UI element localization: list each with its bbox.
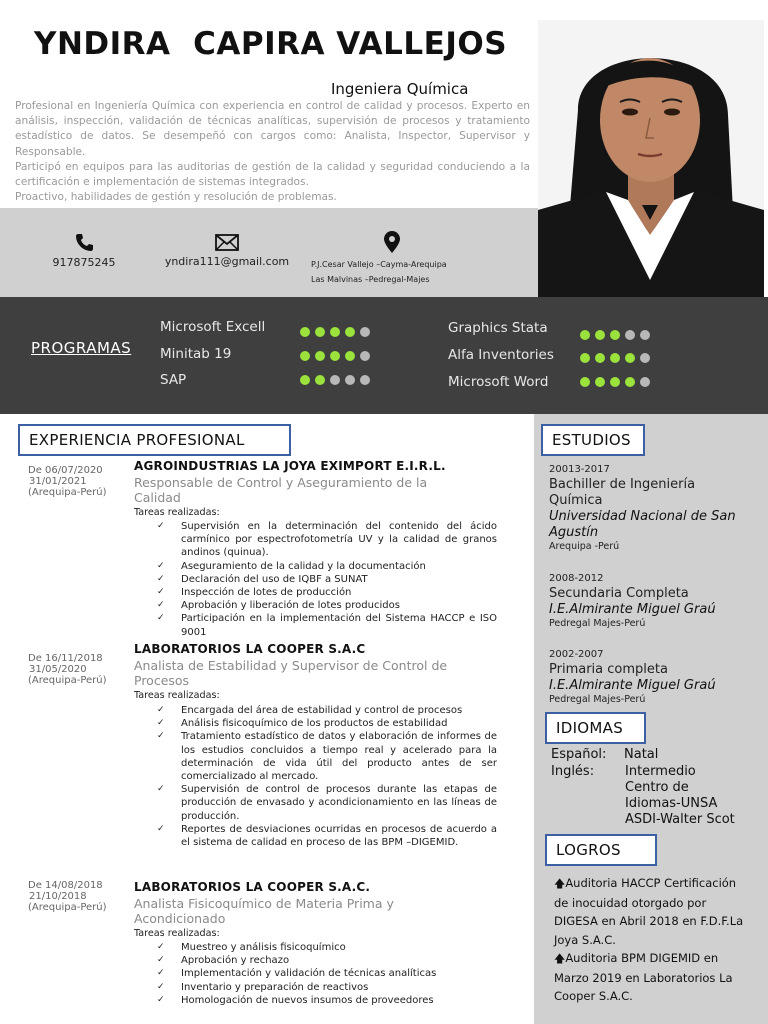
portrait-illustration xyxy=(538,20,764,303)
education-degree: Bachiller de Ingeniería Química xyxy=(549,477,696,508)
rating-dot-filled xyxy=(610,377,620,387)
achievement-item xyxy=(554,949,746,1006)
education-institution: I.E.Almirante Miguel Graú xyxy=(549,602,716,617)
rating-dot-empty xyxy=(360,375,370,385)
achievement-item xyxy=(554,874,746,949)
task-item: ✓ Aseguramiento de la calidad y la documentación xyxy=(157,560,497,573)
task-item: ✓ Aprobación y rechazo xyxy=(157,954,497,967)
rating-dot-filled xyxy=(345,327,355,337)
education-institution: I.E.Almirante Miguel Graú xyxy=(549,678,716,693)
rating-dot-filled xyxy=(580,353,590,363)
task-list xyxy=(157,520,497,639)
rating-dot-empty xyxy=(625,330,635,340)
task-item: ✓ Aprobación y liberación de lotes producidos xyxy=(157,599,497,612)
summary-paragraph: Profesional en Ingeniería Química con experiencia en control de calidad y procesos. Experto en análisis, inspección, validación de técnicas analíticas, supervisión de procesos y tratamiento estadístico de datos. Se desempeñó con cargos como: Analista, Inspector, Supervisor y Responsable. xyxy=(15,100,530,158)
program-name: Minitab 19 xyxy=(160,346,232,362)
job-company: LABORATORIOS LA COOPER S.A.C xyxy=(134,642,366,656)
rating-dot-filled xyxy=(610,353,620,363)
rating-dot-empty xyxy=(360,351,370,361)
contact-phone xyxy=(44,232,124,269)
rating-dot-filled xyxy=(610,330,620,340)
programas-title: PROGRAMAS xyxy=(31,339,132,357)
task-item: ✓ Homologación de nuevos insumos de proveedores xyxy=(157,994,497,1007)
contact-email xyxy=(152,234,302,268)
job-role: Analista de Estabilidad y Supervisor de Control de Procesos xyxy=(134,658,448,688)
rating-dot-filled xyxy=(580,377,590,387)
task-list xyxy=(157,704,497,849)
task-item: ✓ Inventario y preparación de reactivos xyxy=(157,981,497,994)
job-company: AGROINDUSTRIAS LA JOYA EXIMPORT E.I.R.L. xyxy=(134,459,446,473)
job-location: (Arequipa-Perú) xyxy=(28,675,107,686)
job-dates xyxy=(28,653,107,686)
education-entry xyxy=(549,462,749,553)
education-location: Pedregal Majes-Perú xyxy=(549,694,646,705)
job-date-to: 21/10/2018 xyxy=(29,891,87,902)
language-note: Idiomas-UNSA xyxy=(625,796,718,811)
task-item: ✓ Análisis fisicoquímico de los productos de estabilidad xyxy=(157,717,497,730)
tasks-label: Tareas realizadas: xyxy=(134,507,220,518)
skill-rating xyxy=(300,351,370,361)
profile-photo xyxy=(538,20,764,303)
task-item: ✓ Encargada del área de estabilidad y control de procesos xyxy=(157,704,497,717)
language-name: Español: xyxy=(551,747,607,762)
education-entry xyxy=(549,647,749,706)
rating-dot-empty xyxy=(640,330,650,340)
job-location: (Arequipa-Perú) xyxy=(28,487,107,498)
rating-dot-filled xyxy=(595,330,605,340)
task-item: ✓ Implementación y validación de técnicas analíticas xyxy=(157,967,497,980)
email-address[interactable]: yndira111@gmail.com xyxy=(164,255,290,268)
job-dates xyxy=(28,465,107,498)
task-item: ✓ Reportes de desviaciones ocurridas en procesos de acuerdo a el sistema de calidad en proceso de las BPM –DIGEMID. xyxy=(157,823,497,849)
skill-rating xyxy=(300,375,370,385)
job-role: Analista Fisicoquímico de Materia Prima y Acondicionado xyxy=(134,896,394,926)
mail-icon xyxy=(215,234,239,251)
job-date-to: 31/01/2021 xyxy=(29,476,87,487)
language-note: Centro de xyxy=(625,780,689,795)
achievements-list xyxy=(554,874,746,1006)
skill-rating xyxy=(580,377,650,387)
rating-dot-empty xyxy=(360,327,370,337)
education-years: 2008-2012 xyxy=(549,573,604,584)
task-list xyxy=(157,941,497,1007)
education-institution: Universidad Nacional de San Agustín xyxy=(549,509,736,540)
job-location: (Arequipa-Perú) xyxy=(28,902,107,913)
logros-heading: LOGROS xyxy=(545,834,657,866)
rating-dot-filled xyxy=(595,377,605,387)
task-item: ✓ Participación en la implementación del Sistema HACCP e ISO 9001 xyxy=(157,612,497,638)
education-location: Arequipa -Perú xyxy=(549,541,620,552)
tasks-label: Tareas realizadas: xyxy=(134,928,220,939)
rating-dot-filled xyxy=(315,351,325,361)
summary-paragraph: Proactivo, habilidades de gestión y resolución de problemas. xyxy=(15,191,337,204)
experiencia-heading: EXPERIENCIA PROFESIONAL xyxy=(18,424,291,456)
profession-title: Ingeniera Química xyxy=(331,80,469,98)
summary-paragraph: Participó en equipos para las auditorias de gestión de la calidad y seguridad conduciendo a la certificación e implementación de sistemas integrados. xyxy=(15,160,530,189)
program-name: SAP xyxy=(160,372,187,388)
rating-dot-filled xyxy=(315,375,325,385)
job-date-from: De 16/11/2018 xyxy=(28,653,103,664)
education-degree: Primaria completa xyxy=(549,662,668,677)
rating-dot-filled xyxy=(315,327,325,337)
language-level: Natal xyxy=(624,747,659,762)
education-degree: Secundaria Completa xyxy=(549,586,689,601)
rating-dot-empty xyxy=(330,375,340,385)
task-item: ✓ Supervisión de control de procesos durante las etapas de producción de envasado y acondicionamiento en las líneas de producción. xyxy=(157,783,497,823)
rating-dot-filled xyxy=(330,327,340,337)
location-pin-icon xyxy=(384,231,400,253)
achievement-text: Auditoria HACCP Certificación de inocuidad otorgado por DIGESA en Abril 2018 en F.D.F.La Joya S.A.C. xyxy=(554,876,744,947)
arrow-up-icon: 🡅 xyxy=(554,952,566,965)
job-date-from: De 06/07/2020 xyxy=(28,465,103,476)
education-years: 20013-2017 xyxy=(549,464,610,475)
idiomas-heading: IDIOMAS xyxy=(545,712,646,744)
program-name: Alfa Inventories xyxy=(448,347,554,363)
rating-dot-empty xyxy=(345,375,355,385)
phone-icon xyxy=(74,232,94,252)
task-item: ✓ Inspección de lotes de producción xyxy=(157,586,497,599)
tasks-label: Tareas realizadas: xyxy=(134,690,220,701)
job-dates xyxy=(28,880,107,913)
education-years: 2002-2007 xyxy=(549,649,604,660)
task-item: ✓ Declaración del uso de IQBF a SUNAT xyxy=(157,573,497,586)
candidate-name: YNDIRA CAPIRA VALLEJOS xyxy=(34,26,508,62)
achievement-text: Auditoria BPM DIGEMID en Marzo 2019 en Laboratorios La Cooper S.A.C. xyxy=(554,951,733,1003)
rating-dot-empty xyxy=(640,353,650,363)
skill-rating xyxy=(580,353,650,363)
phone-number: 917875245 xyxy=(52,256,116,269)
rating-dot-filled xyxy=(300,351,310,361)
rating-dot-filled xyxy=(345,351,355,361)
estudios-heading: ESTUDIOS xyxy=(541,424,645,456)
skill-rating xyxy=(580,330,650,340)
job-date-to: 31/05/2020 xyxy=(29,664,87,675)
rating-dot-empty xyxy=(640,377,650,387)
language-level: Intermedio xyxy=(625,764,696,779)
task-item: ✓ Tratamiento estadístico de datos y elaboración de informes de los estudios concluidos a tiempo real y acelerado para la determinación de vida útil del producto antes de ser comercializado al mercado. xyxy=(157,730,497,783)
contact-address xyxy=(306,231,492,287)
skill-rating xyxy=(300,327,370,337)
profile-summary xyxy=(15,99,530,205)
rating-dot-filled xyxy=(580,330,590,340)
job-role: Responsable de Control y Aseguramiento de la Calidad xyxy=(134,475,428,505)
rating-dot-filled xyxy=(595,353,605,363)
rating-dot-filled xyxy=(625,353,635,363)
education-location: Pedregal Majes-Perú xyxy=(549,618,646,629)
task-item: ✓ Supervisión en la determinación del contenido del ácido carmínico por espectrofotometría UV y la calidad de granos andinos (quinua). xyxy=(157,520,497,560)
address-line-2: Las Malvinas –Pedregal-Majes xyxy=(311,275,430,284)
rating-dot-filled xyxy=(330,351,340,361)
program-name: Microsoft Word xyxy=(448,374,549,390)
rating-dot-filled xyxy=(300,375,310,385)
job-company: LABORATORIOS LA COOPER S.A.C. xyxy=(134,880,371,894)
program-name: Graphics Stata xyxy=(448,320,548,336)
rating-dot-filled xyxy=(300,327,310,337)
task-item: ✓ Muestreo y análisis fisicoquímico xyxy=(157,941,497,954)
education-entry xyxy=(549,571,749,630)
arrow-up-icon: 🡅 xyxy=(554,877,566,890)
program-name: Microsoft Excell xyxy=(160,319,266,335)
language-name: Inglés: xyxy=(551,764,595,779)
language-note: ASDI-Walter Scot xyxy=(625,812,735,827)
rating-dot-filled xyxy=(625,377,635,387)
job-date-from: De 14/08/2018 xyxy=(28,880,103,891)
address-line-1: P.J.Cesar Vallejo –Cayma-Arequipa xyxy=(311,260,447,269)
